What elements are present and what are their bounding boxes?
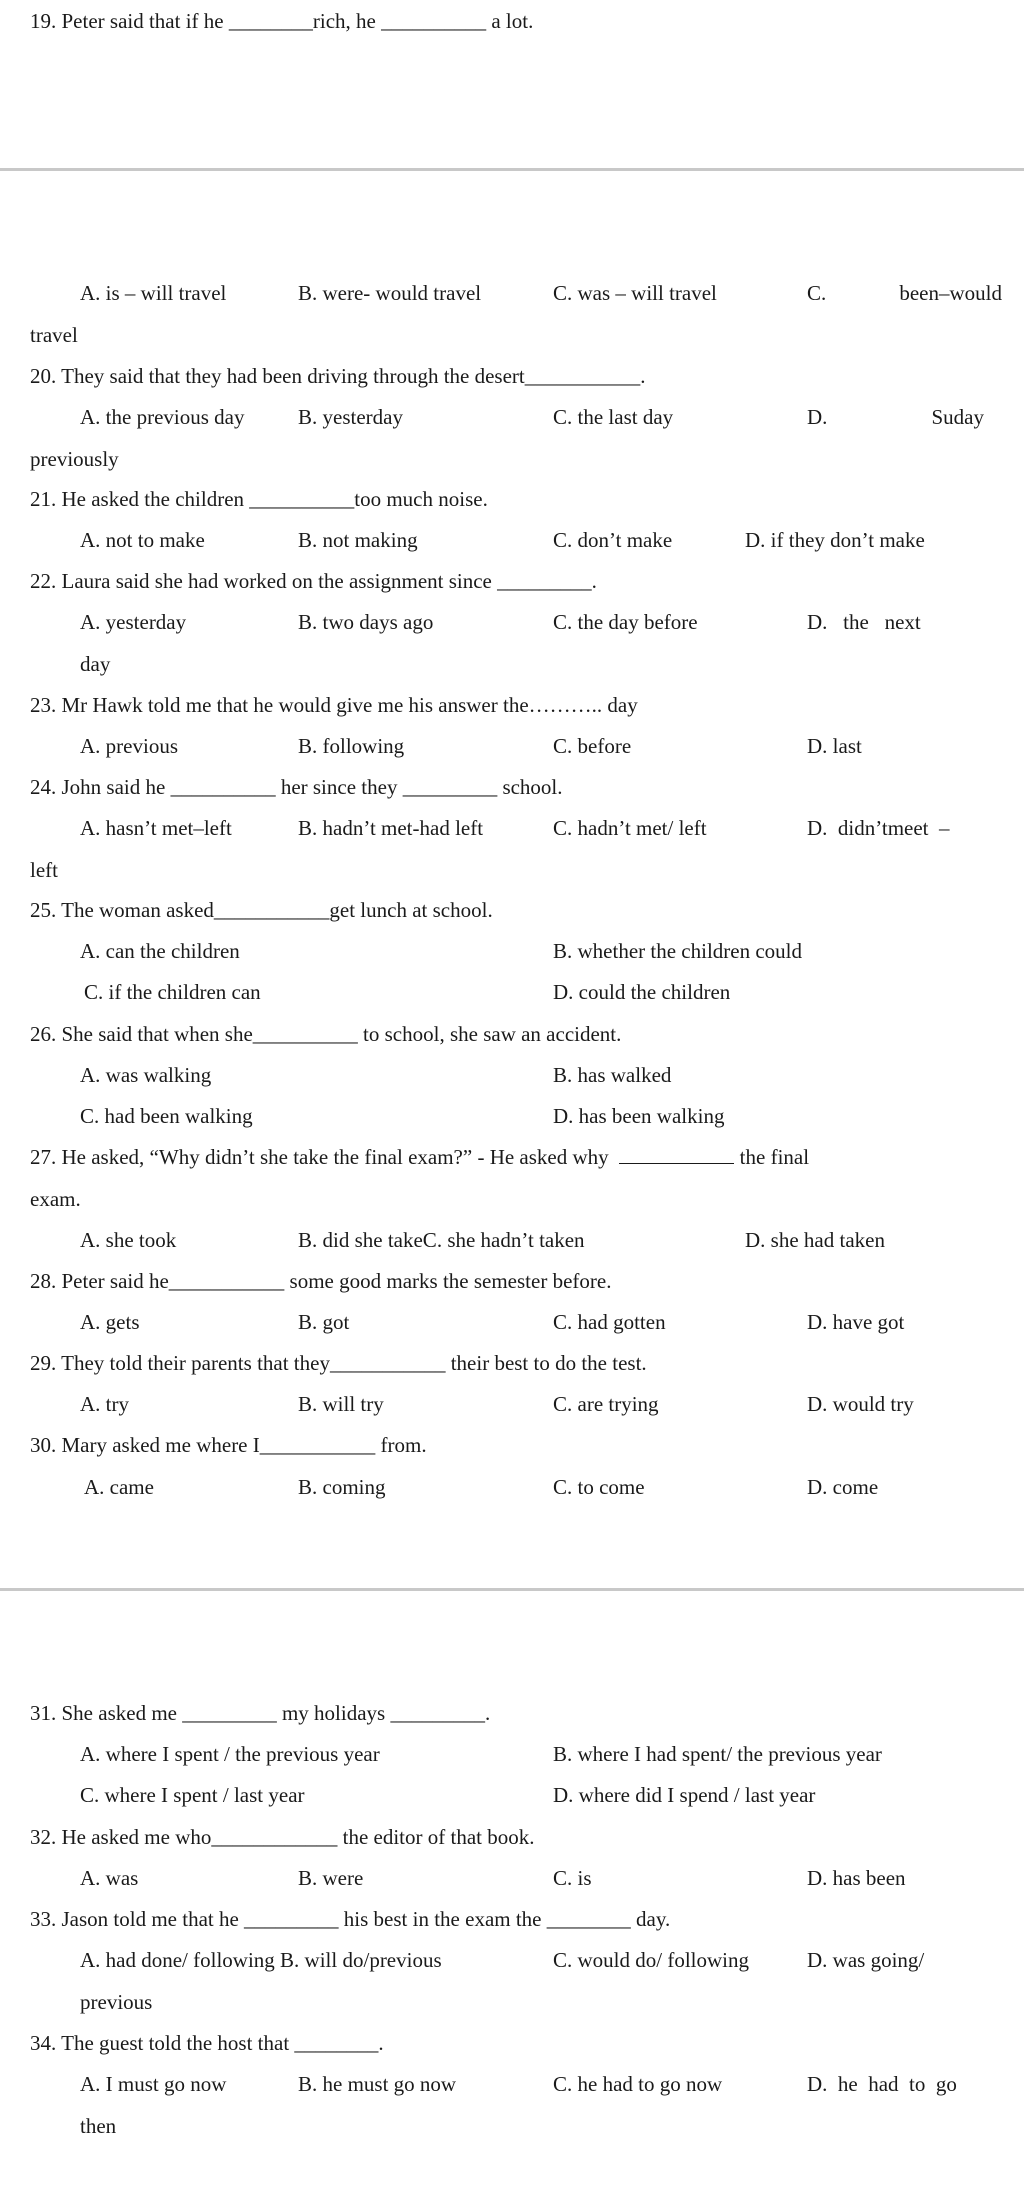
q31-option-b: B. where I had spent/ the previous year [553, 1742, 882, 1766]
q20-option-d-text: Suday [931, 405, 984, 429]
q34-option-a: A. I must go now [80, 2072, 227, 2096]
q24-option-d-wrap: left [30, 858, 58, 882]
question-26-stem: 26. She said that when she__________ to school, she saw an accident. [30, 1022, 622, 1046]
q30-option-d: D. come [807, 1475, 879, 1499]
q24-option-c: C. hadn’t met/ left [553, 816, 707, 840]
q32-option-a: A. was [80, 1866, 139, 1890]
q31-option-d: D. where did I spend / last year [553, 1783, 816, 1807]
q26-option-b: B. has walked [553, 1063, 672, 1087]
q31-option-c: C. where I spent / last year [80, 1783, 305, 1807]
q24-option-b: B. hadn’t met-had left [298, 816, 484, 840]
q34-option-d-wrap: then [80, 2114, 117, 2138]
question-21-stem: 21. He asked the children __________too much noise. [30, 487, 488, 511]
q33-option-a-b: A. had done/ following B. will do/previous [80, 1948, 442, 1972]
q20-option-a: A. the previous day [80, 405, 245, 429]
q29-option-d: D. would try [807, 1392, 914, 1416]
q24-option-d: D. didn’tmeet – [807, 816, 950, 840]
q25-option-b: B. whether the children could [553, 939, 803, 963]
q27-stem-tail: the final [739, 1145, 810, 1169]
question-22-stem: 22. Laura said she had worked on the assignment since _________. [30, 569, 597, 593]
q22-option-d: D. the next [807, 610, 921, 634]
q25-option-a: A. can the children [80, 939, 240, 963]
q26-option-a: A. was walking [80, 1063, 212, 1087]
question-19-stem: 19. Peter said that if he ________rich, he __________ a lot. [30, 9, 534, 33]
q27-stem-wrap: exam. [30, 1187, 81, 1211]
q32-option-c: C. is [553, 1866, 592, 1890]
q19-option-a: A. is – will travel [80, 281, 227, 305]
q27-option-a: A. she took [80, 1228, 177, 1252]
q28-option-a: A. gets [80, 1310, 140, 1334]
answer-blank [619, 1163, 734, 1164]
q19-option-c: C. was – will travel [553, 281, 717, 305]
question-30-stem: 30. Mary asked me where I___________ from. [30, 1433, 427, 1457]
q21-option-c: C. don’t make [553, 528, 673, 552]
q33-option-c: C. would do/ following [553, 1948, 750, 1972]
q32-option-b: B. were [298, 1866, 364, 1890]
q25-option-c: C. if the children can [84, 980, 261, 1004]
question-33-stem: 33. Jason told me that he _________ his best in the exam the ________ day. [30, 1907, 671, 1931]
q28-option-b: B. got [298, 1310, 350, 1334]
q23-option-a: A. previous [80, 734, 178, 758]
q24-option-a: A. hasn’t met–left [80, 816, 232, 840]
q22-option-a: A. yesterday [80, 610, 187, 634]
q26-option-d: D. has been walking [553, 1104, 725, 1128]
page-break [0, 1588, 1024, 1591]
question-28-stem: 28. Peter said he___________ some good marks the semester before. [30, 1269, 612, 1293]
page-break [0, 168, 1024, 171]
q20-option-d-wrap: previously [30, 447, 119, 471]
q28-option-c: C. had gotten [553, 1310, 666, 1334]
q19-option-d-wrap: travel [30, 323, 78, 347]
question-27-stem [30, 1144, 809, 1170]
q28-option-d: D. have got [807, 1310, 905, 1334]
q22-option-b: B. two days ago [298, 610, 434, 634]
q30-option-a: A. came [84, 1475, 154, 1499]
question-34-stem: 34. The guest told the host that ________. [30, 2031, 384, 2055]
question-32-stem: 32. He asked me who____________ the editor of that book. [30, 1825, 535, 1849]
question-20-stem: 20. They said that they had been driving through the desert___________. [30, 364, 646, 388]
question-29-stem: 29. They told their parents that they___________ their best to do the test. [30, 1351, 647, 1375]
q27-option-b-c: B. did she takeC. she hadn’t taken [298, 1228, 585, 1252]
question-24-stem: 24. John said he __________ her since they _________ school. [30, 775, 563, 799]
q21-option-a: A. not to make [80, 528, 205, 552]
q19-option-d-text: been–would [899, 281, 1002, 305]
q29-option-c: C. are trying [553, 1392, 659, 1416]
q25-option-d: D. could the children [553, 980, 731, 1004]
question-23-stem: 23. Mr Hawk told me that he would give me his answer the……….. day [30, 693, 638, 717]
q29-option-b: B. will try [298, 1392, 384, 1416]
q23-option-c: C. before [553, 734, 632, 758]
q32-option-d: D. has been [807, 1866, 906, 1890]
q20-option-b: B. yesterday [298, 405, 403, 429]
q34-option-c: C. he had to go now [553, 2072, 723, 2096]
q22-option-d-wrap: day [80, 652, 111, 676]
q23-option-b: B. following [298, 734, 405, 758]
question-31-stem: 31. She asked me _________ my holidays _________. [30, 1701, 491, 1725]
q21-option-b: B. not making [298, 528, 418, 552]
q30-option-c: C. to come [553, 1475, 645, 1499]
q19-option-d-letter: C. [807, 281, 827, 305]
q29-option-a: A. try [80, 1392, 129, 1416]
q27-stem-text: 27. He asked, “Why didn’t she take the final exam?” - He asked why [30, 1145, 609, 1169]
q33-option-d: D. was going/ [807, 1948, 925, 1972]
q27-option-d: D. she had taken [745, 1228, 885, 1252]
q20-option-d-letter: D. [807, 405, 828, 429]
q34-option-d: D. he had to go [807, 2072, 957, 2096]
q19-option-b: B. were- would travel [298, 281, 482, 305]
q26-option-c: C. had been walking [80, 1104, 253, 1128]
question-25-stem: 25. The woman asked___________get lunch at school. [30, 898, 493, 922]
q21-option-d: D. if they don’t make [745, 528, 925, 552]
q22-option-c: C. the day before [553, 610, 698, 634]
q31-option-a: A. where I spent / the previous year [80, 1742, 380, 1766]
q20-option-c: C. the last day [553, 405, 674, 429]
q33-option-d-wrap: previous [80, 1990, 153, 2014]
q23-option-d: D. last [807, 734, 862, 758]
q34-option-b: B. he must go now [298, 2072, 457, 2096]
q30-option-b: B. coming [298, 1475, 386, 1499]
